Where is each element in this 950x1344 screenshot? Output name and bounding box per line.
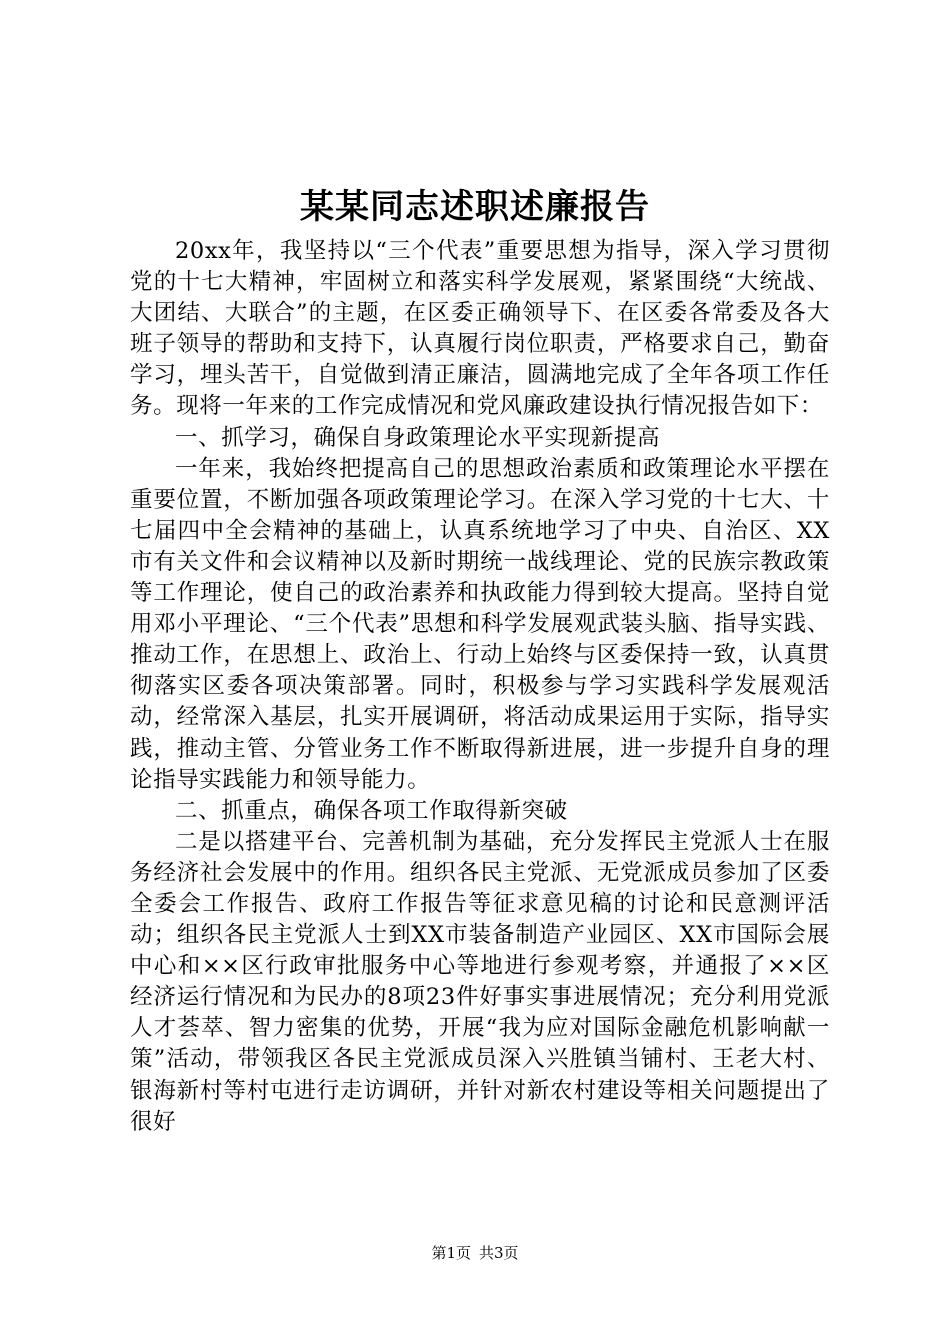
document-body	[130, 236, 830, 1138]
document-title: 某某同志述职述廉报告	[300, 187, 650, 227]
page-number: 第1页	[431, 1244, 471, 1262]
paragraph-section-2: 二是以搭建平台、完善机制为基础，充分发挥民主党派人士在服务经济社会发展中的作用。组织各民主党派、无党派成员参加了区委全委会工作报告、政府工作报告等征求意见稿的讨论和民意测评活动；组织各民主党派人士到XX市装备制造产业园区、XX市国际会展中心和××区行政审批服务中心等地进行参观考察，并通报了××区经济运行情况和为民办的8项23件好事实事进展情况；充分利用党派人才荟萃、智力密集的优势，开展“我为应对国际金融危机影响献一策”活动，带领我区各民主党派成员深入兴胜镇当铺村、王老大村、银海新村等村屯进行走访调研，并针对新农村建设等相关问题提出了很好	[130, 828, 830, 1135]
section-heading-1: 一、抓学习，确保自身政策理论水平实现新提高	[175, 424, 661, 451]
paragraph-intro: 20xx年，我坚持以“三个代表”重要思想为指导，深入学习贯彻党的十七大精神，牢固树立和落实科学发展观，紧紧围绕“大统战、大团结、大联合”的主题，在区委正确领导下、在区委各常委及各大班子领导的帮助和支持下，认真履行岗位职责，严格要求自己，勤奋学习，埋头苦干，自觉做到清正廉洁，圆满地完成了全年各项工作任务。现将一年来的工作完成情况和党风廉政建设执行情况报告如下：	[130, 238, 830, 420]
page-total: 共3页	[479, 1244, 519, 1262]
paragraph-section-1: 一年来，我始终把提高自己的思想政治素质和政策理论水平摆在重要位置，不断加强各项政策理论学习。在深入学习党的十七大、十七届四中全会精神的基础上，认真系统地学习了中央、自治区、XX市有关文件和会议精神以及新时期统一战线理论、党的民族宗教政策等工作理论，使自己的政治素养和执政能力得到较大提高。坚持自觉用邓小平理论、“三个代表”思想和科学发展观武装头脑、指导实践、推动工作，在思想上、政治上、行动上始终与区委保持一致，认真贯彻落实区委各项决策部署。同时，积极参与学习实践科学发展观活动，经常深入基层，扎实开展调研，将活动成果运用于实际，指导实践，推动主管、分管业务工作不断取得新进展，进一步提升自身的理论指导实践能力和领导能力。	[130, 455, 830, 793]
section-heading-2: 二、抓重点，确保各项工作取得新突破	[175, 797, 568, 824]
page-footer	[0, 1242, 950, 1264]
